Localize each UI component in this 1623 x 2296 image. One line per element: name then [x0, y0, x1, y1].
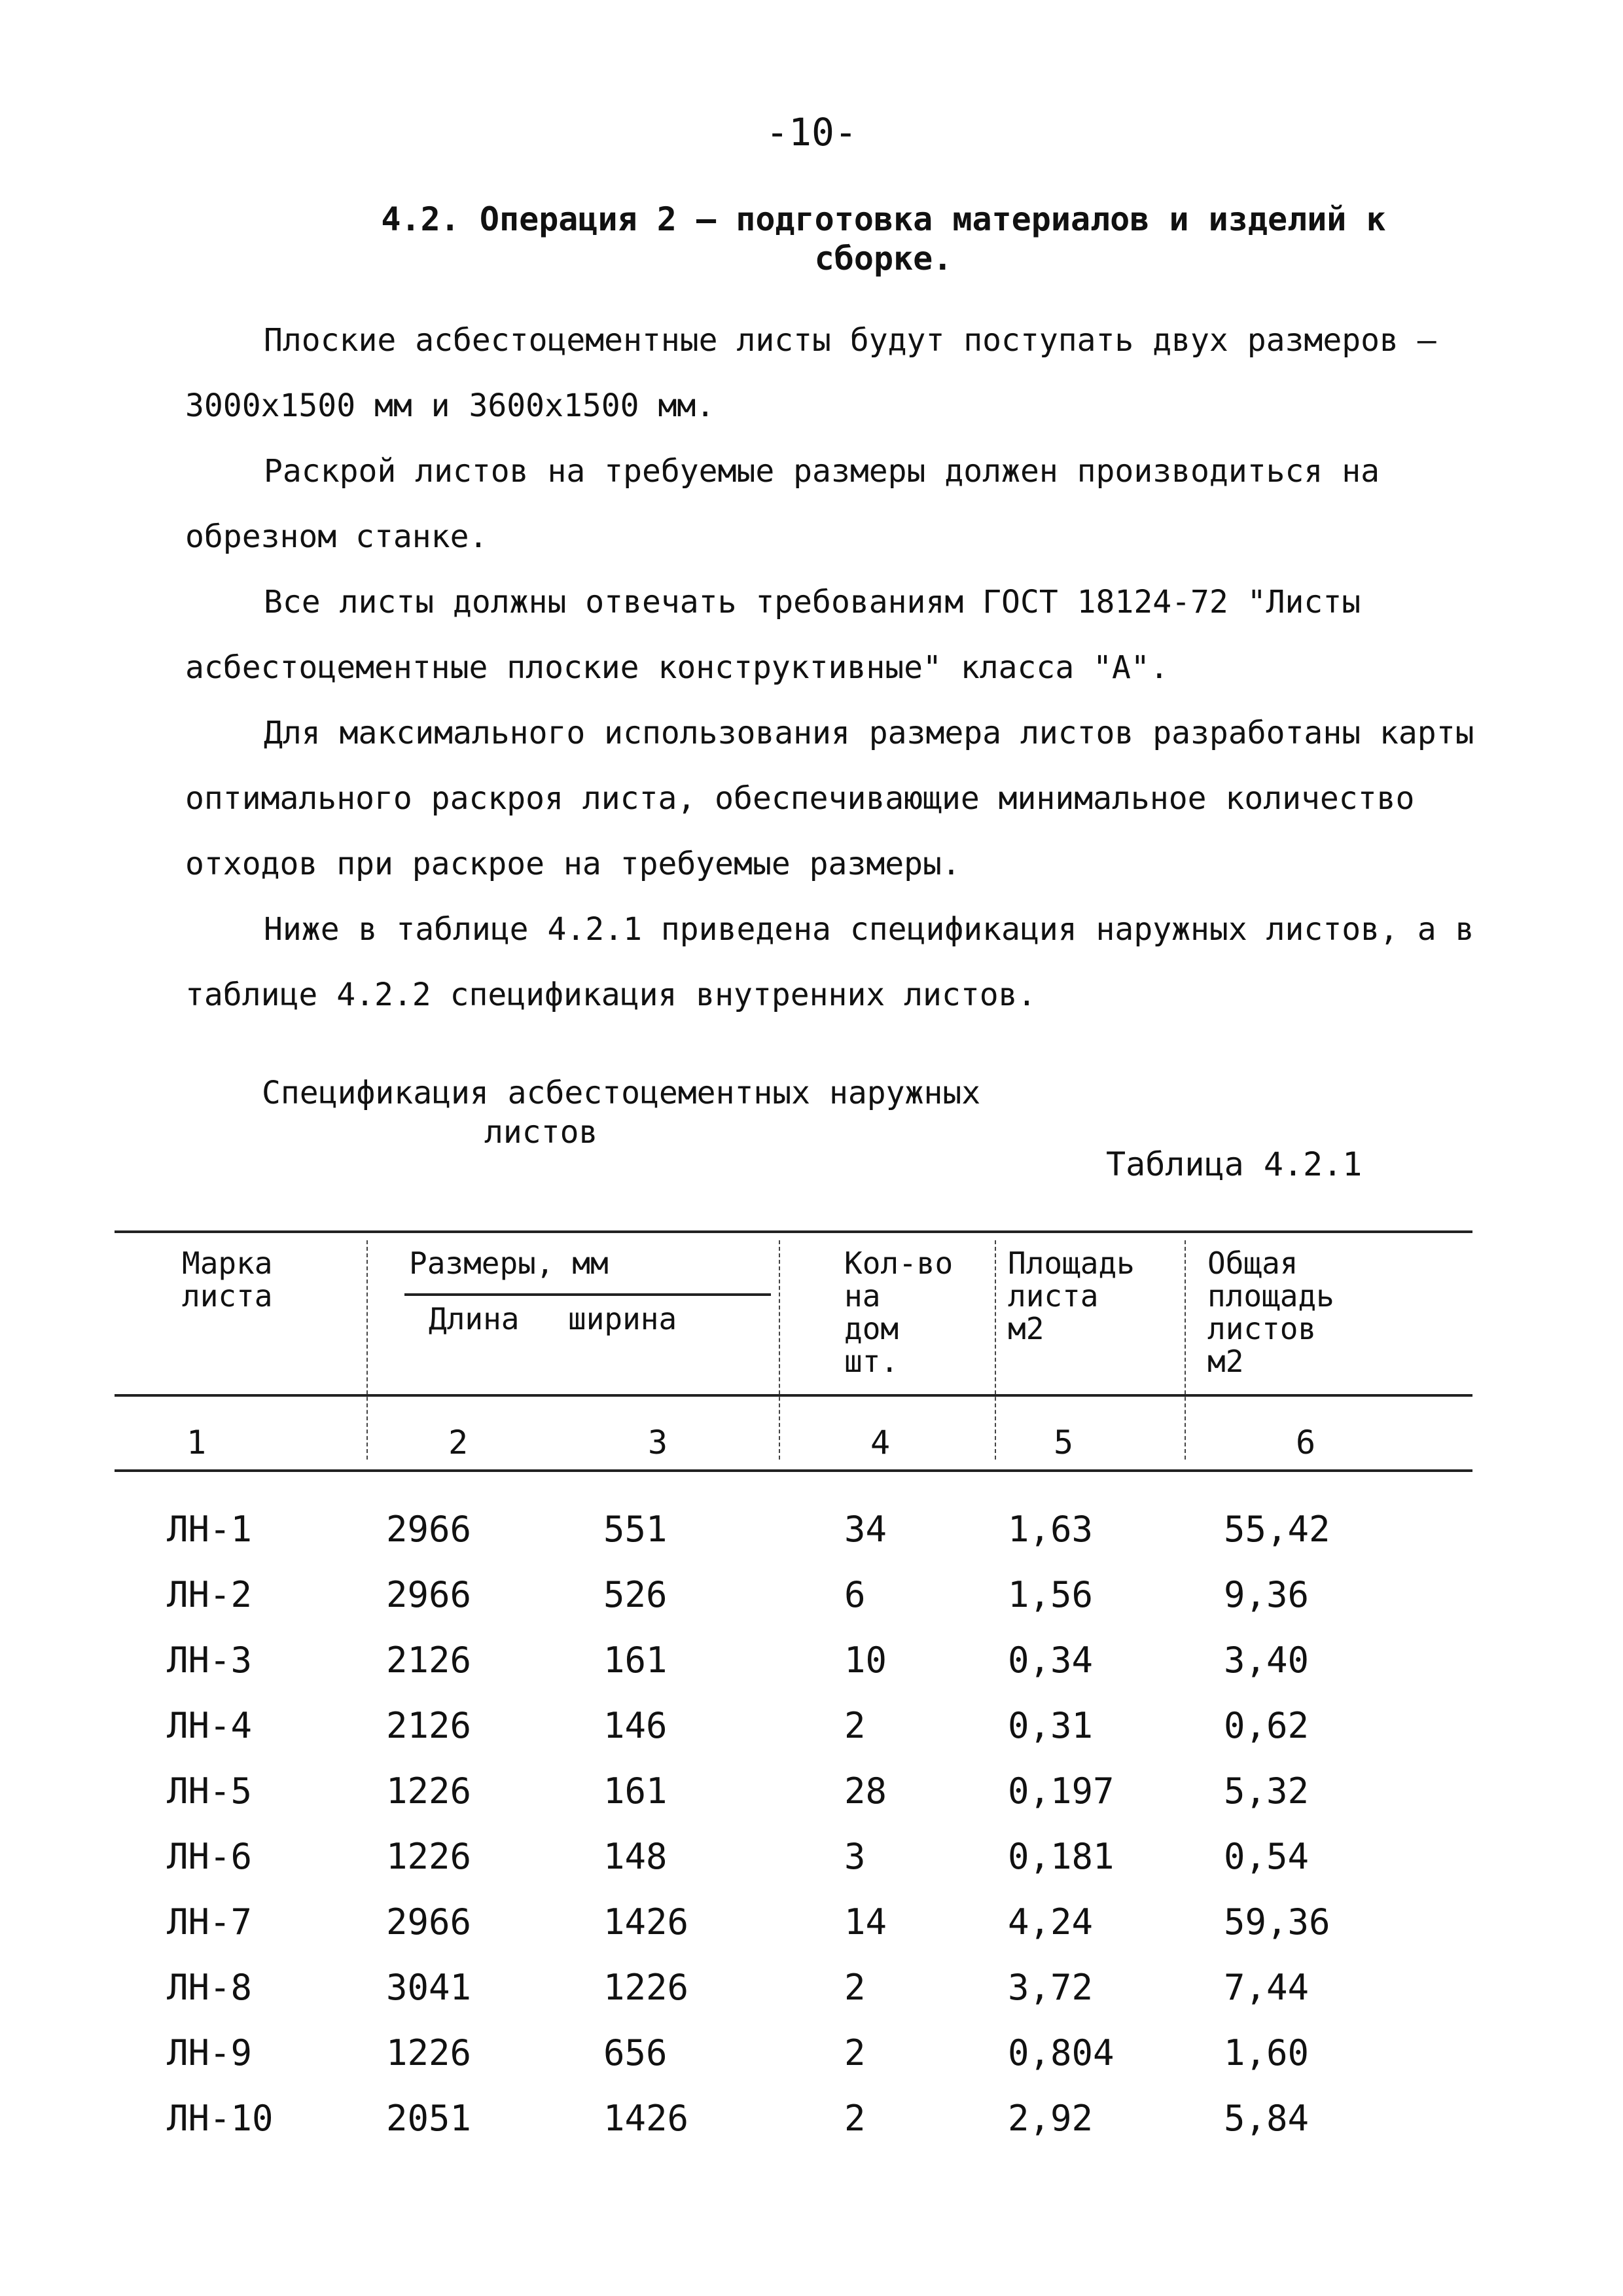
- header-quantity: Кол-во на дом шт.: [844, 1246, 954, 1379]
- cell-sheet-area: 0,34: [1008, 1640, 1094, 1681]
- header-sheet-area: Площадь листа м2: [1008, 1246, 1135, 1346]
- table-caption-line1: Спецификация асбестоцементных наружных: [262, 1075, 981, 1111]
- cell-sheet-area: 4,24: [1008, 1901, 1094, 1943]
- column-number: 1: [186, 1424, 207, 1462]
- header-mark: Марка листа: [182, 1246, 273, 1314]
- cell-mark: ЛН-1: [167, 1509, 253, 1550]
- cell-sheet-area: 2,92: [1008, 2098, 1094, 2139]
- cell-mark: ЛН-9: [167, 2032, 253, 2073]
- cell-mark: ЛН-2: [167, 1574, 253, 1615]
- column-separator: [779, 1240, 780, 1460]
- column-separator: [1185, 1240, 1186, 1460]
- cell-length: 2126: [386, 1705, 472, 1746]
- table-top-rule: [115, 1230, 1472, 1233]
- cell-length: 2966: [386, 1574, 472, 1615]
- cell-sheet-area: 0,181: [1008, 1836, 1115, 1877]
- cell-width: 1226: [603, 1967, 689, 2008]
- cell-sheet-area: 0,31: [1008, 1705, 1094, 1746]
- cell-quantity: 2: [844, 2032, 866, 2073]
- cell-total-area: 7,44: [1224, 1967, 1310, 2008]
- column-number: 2: [448, 1424, 469, 1462]
- cell-mark: ЛН-8: [167, 1967, 253, 2008]
- cell-sheet-area: 1,63: [1008, 1509, 1094, 1550]
- cell-length: 2051: [386, 2098, 472, 2139]
- header-sizes: Размеры, мм: [409, 1246, 609, 1281]
- cell-total-area: 5,84: [1224, 2098, 1310, 2139]
- cell-length: 1226: [386, 1770, 472, 1812]
- cell-quantity: 2: [844, 1967, 866, 2008]
- table-row: [0, 2032, 1623, 2098]
- cell-quantity: 34: [844, 1509, 887, 1550]
- cell-quantity: 10: [844, 1640, 887, 1681]
- column-separator: [995, 1240, 996, 1460]
- table-header-rule: [115, 1394, 1472, 1397]
- cell-sheet-area: 0,804: [1008, 2032, 1115, 2073]
- paragraph-text: Для максимального использования размера листов разработаны карты оптимального раскроя листа, обеспечивающие минимальное количество отходов при раскрое на требуемые размеры.: [185, 715, 1474, 882]
- cell-total-area: 55,42: [1224, 1509, 1330, 1550]
- paragraph: [185, 897, 1488, 1028]
- cell-total-area: 0,54: [1224, 1836, 1310, 1877]
- table-row: [0, 1640, 1623, 1705]
- cell-total-area: 9,36: [1224, 1574, 1310, 1615]
- cell-mark: ЛН-6: [167, 1836, 253, 1877]
- paragraph: [185, 700, 1488, 897]
- table-row: [0, 1836, 1623, 1901]
- cell-quantity: 3: [844, 1836, 866, 1877]
- cell-mark: ЛН-5: [167, 1770, 253, 1812]
- cell-width: 148: [603, 1836, 668, 1877]
- cell-width: 551: [603, 1509, 668, 1550]
- table-row: [0, 1705, 1623, 1770]
- paragraph: [185, 569, 1488, 700]
- cell-mark: ЛН-3: [167, 1640, 253, 1681]
- table-row: [0, 2098, 1623, 2163]
- paragraph: [185, 439, 1488, 569]
- sizes-underline: [404, 1293, 771, 1296]
- cell-total-area: 5,32: [1224, 1770, 1310, 1812]
- header-length: Длина: [429, 1301, 520, 1336]
- cell-width: 161: [603, 1640, 668, 1681]
- cell-sheet-area: 3,72: [1008, 1967, 1094, 2008]
- table-caption-line2: листов: [484, 1114, 598, 1151]
- cell-mark: ЛН-10: [167, 2098, 274, 2139]
- cell-total-area: 0,62: [1224, 1705, 1310, 1746]
- cell-length: 2966: [386, 1509, 472, 1550]
- cell-mark: ЛН-7: [167, 1901, 253, 1943]
- cell-width: 161: [603, 1770, 668, 1812]
- cell-length: 2126: [386, 1640, 472, 1681]
- cell-mark: ЛН-4: [167, 1705, 253, 1746]
- cell-sheet-area: 1,56: [1008, 1574, 1094, 1615]
- cell-total-area: 3,40: [1224, 1640, 1310, 1681]
- cell-length: 2966: [386, 1901, 472, 1943]
- cell-quantity: 28: [844, 1770, 887, 1812]
- column-number: 5: [1053, 1424, 1074, 1462]
- table-row: [0, 1509, 1623, 1574]
- cell-quantity: 2: [844, 2098, 866, 2139]
- column-separator: [366, 1240, 368, 1460]
- paragraph-text: Раскрой листов на требуемые размеры должен производиться на обрезном станке.: [185, 453, 1380, 555]
- cell-total-area: 59,36: [1224, 1901, 1330, 1943]
- cell-sheet-area: 0,197: [1008, 1770, 1115, 1812]
- cell-width: 1426: [603, 2098, 689, 2139]
- column-number: 4: [870, 1424, 891, 1462]
- table-colnum-rule: [115, 1469, 1472, 1472]
- cell-quantity: 6: [844, 1574, 866, 1615]
- column-number: 3: [647, 1424, 668, 1462]
- page-number: -10-: [766, 110, 857, 154]
- cell-length: 3041: [386, 1967, 472, 2008]
- cell-quantity: 14: [844, 1901, 887, 1943]
- cell-width: 146: [603, 1705, 668, 1746]
- column-number: 6: [1295, 1424, 1316, 1462]
- table-row: [0, 1574, 1623, 1640]
- paragraph-text: Все листы должны отвечать требованиям ГОСТ 18124-72 "Листы асбестоцементные плоские конструктивные" класса "А".: [185, 584, 1361, 686]
- cell-width: 1426: [603, 1901, 689, 1943]
- cell-quantity: 2: [844, 1705, 866, 1746]
- table-row: [0, 1901, 1623, 1967]
- header-width: ширина: [568, 1301, 677, 1336]
- header-total-area: Общая площадь листов м2: [1207, 1246, 1334, 1379]
- section-heading: 4.2. Операция 2 – подготовка материалов и изделий к сборке.: [381, 200, 1386, 278]
- table-row: [0, 1967, 1623, 2032]
- paragraph: [185, 308, 1488, 439]
- table-number: Таблица 4.2.1: [1106, 1145, 1363, 1183]
- table-row: [0, 1770, 1623, 1836]
- paragraph-text: Плоские асбестоцементные листы будут поступать двух размеров – 3000x1500 мм и 3600x1500 мм.: [185, 322, 1436, 424]
- table-caption: [262, 1073, 1113, 1152]
- cell-width: 656: [603, 2032, 668, 2073]
- cell-length: 1226: [386, 2032, 472, 2073]
- cell-total-area: 1,60: [1224, 2032, 1310, 2073]
- cell-width: 526: [603, 1574, 668, 1615]
- paragraph-text: Ниже в таблице 4.2.1 приведена спецификация наружных листов, а в таблице 4.2.2 спецификация внутренних листов.: [185, 911, 1474, 1013]
- cell-length: 1226: [386, 1836, 472, 1877]
